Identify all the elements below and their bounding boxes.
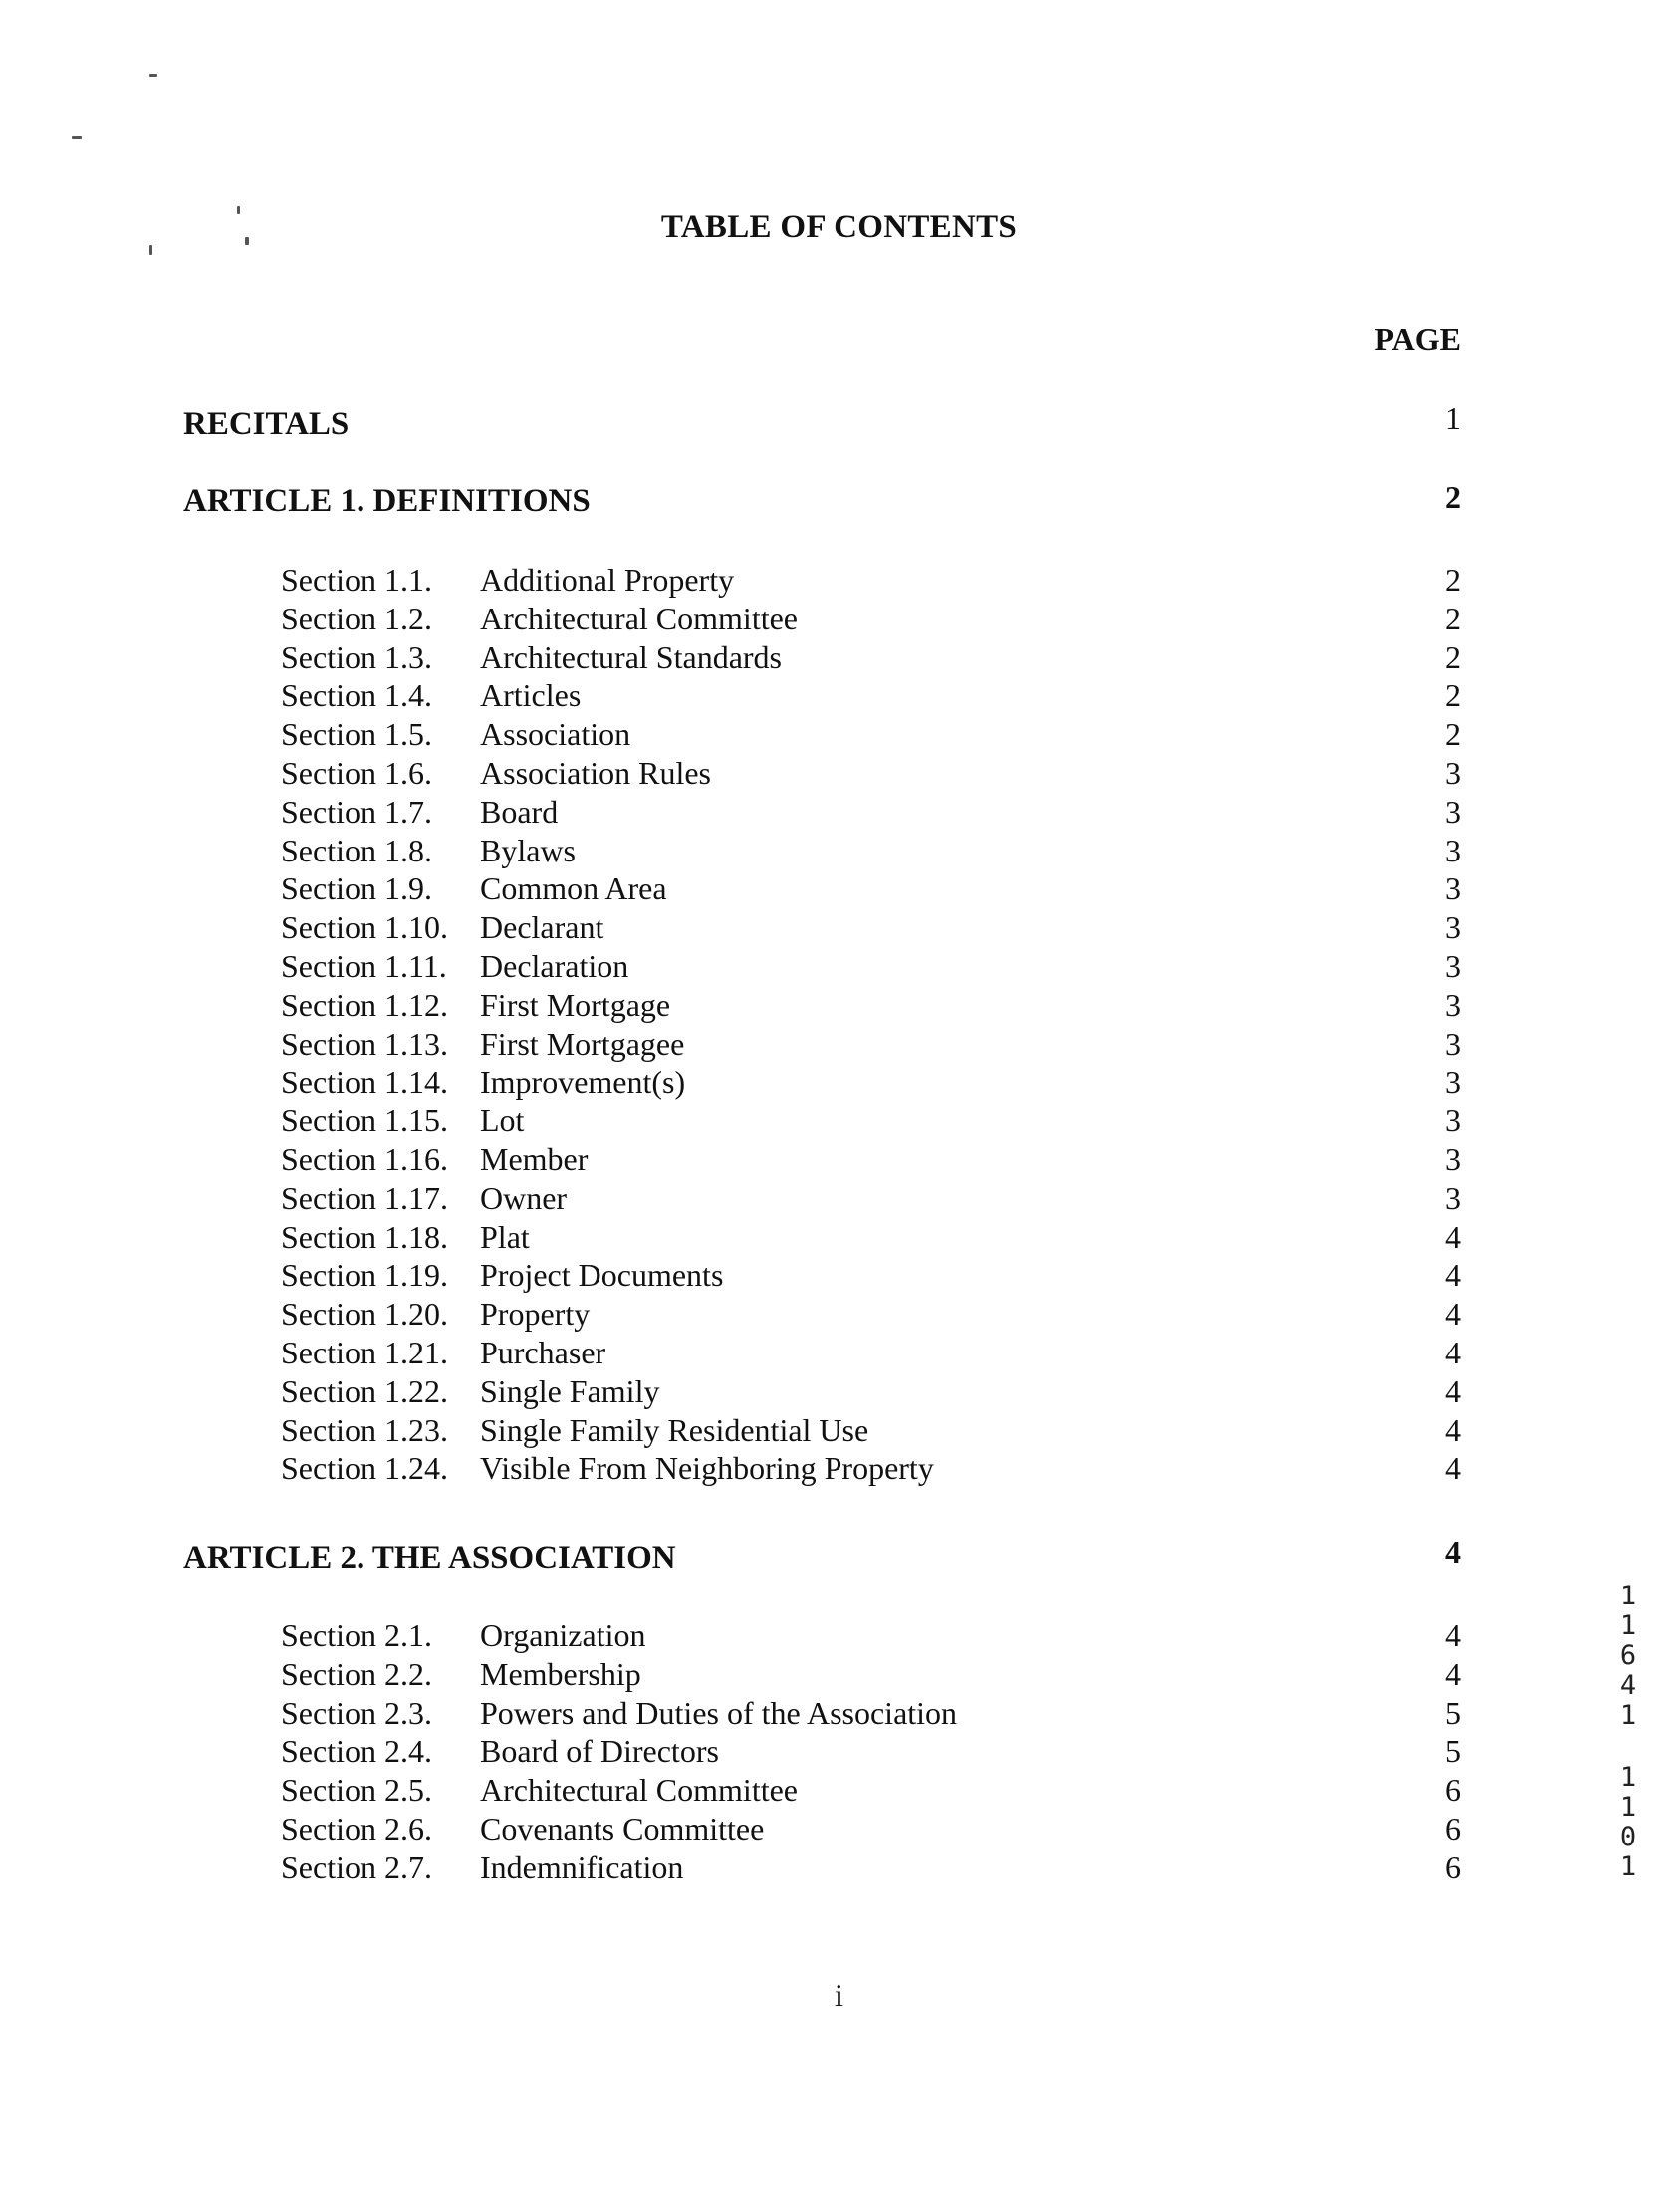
toc-row (0, 1218, 1678, 1257)
toc-row (0, 676, 1678, 715)
section-title: Member (480, 1140, 589, 1177)
stamp-digit: 0 (1619, 1822, 1637, 1852)
toc-row (0, 638, 1678, 677)
toc-row (0, 1616, 1678, 1655)
section-number: Section 1.8. (281, 832, 432, 868)
section-page: 3 (1445, 1140, 1461, 1177)
stamp-digit: 6 (1619, 1640, 1637, 1671)
section-page: 5 (1445, 1694, 1461, 1731)
section-page: 3 (1445, 1103, 1461, 1139)
section-title: Architectural Standards (480, 638, 782, 675)
article-page: 2 (1445, 479, 1461, 515)
section-number: Section 1.9. (281, 870, 432, 907)
section-title: Single Family (480, 1372, 660, 1409)
section-number: Section 1.11. (281, 947, 447, 984)
section-number: Section 1.24. (281, 1450, 448, 1487)
section-number: Section 1.22. (281, 1372, 448, 1409)
section-page: 4 (1445, 1372, 1461, 1409)
section-number: Section 1.19. (281, 1257, 448, 1294)
section-page: 4 (1445, 1296, 1461, 1333)
toc-row (0, 1025, 1678, 1064)
section-number: Section 1.1. (281, 562, 432, 598)
section-title: Purchaser (480, 1334, 606, 1370)
toc-row (0, 1848, 1678, 1887)
toc-row (0, 754, 1678, 793)
section-title: Articles (480, 677, 582, 714)
section-number: Section 1.20. (281, 1296, 448, 1333)
section-number: Section 2.6. (281, 1810, 432, 1846)
stamp-digit: 1 (1619, 1700, 1637, 1731)
stamp-digit: 1 (1619, 1762, 1637, 1793)
toc-row (0, 561, 1678, 600)
section-title: Improvement(s) (480, 1064, 686, 1101)
section-page: 2 (1445, 600, 1461, 636)
section-page: 6 (1445, 1848, 1461, 1885)
section-number: Section 1.7. (281, 793, 432, 830)
recitals-page: 1 (1445, 400, 1461, 436)
section-page: 4 (1445, 1218, 1461, 1255)
section-page: 6 (1445, 1810, 1461, 1846)
stamp-digit: 1 (1619, 1792, 1637, 1823)
section-number: Section 1.4. (281, 677, 432, 714)
section-page: 2 (1445, 677, 1461, 714)
section-number: Section 1.17. (281, 1179, 448, 1216)
section-page: 3 (1445, 909, 1461, 946)
toc-row (0, 1063, 1678, 1102)
section-number: Section 1.3. (281, 638, 432, 675)
section-title: Covenants Committee (480, 1810, 765, 1846)
section-page: 2 (1445, 638, 1461, 675)
toc-row (0, 1140, 1678, 1179)
section-page: 4 (1445, 1617, 1461, 1653)
toc-row (0, 908, 1678, 947)
section-number: Section 2.4. (281, 1733, 432, 1770)
stamp-digit: 1 (1619, 1581, 1637, 1611)
toc-row (0, 1771, 1678, 1810)
section-title: Visible From Neighboring Property (480, 1450, 934, 1487)
recitals-label: RECITALS (183, 406, 350, 442)
section-number: Section 1.16. (281, 1140, 448, 1177)
section-title: Association Rules (480, 754, 711, 791)
section-page: 4 (1445, 1411, 1461, 1448)
section-page: 3 (1445, 1025, 1461, 1062)
section-page: 3 (1445, 754, 1461, 791)
section-page: 3 (1445, 986, 1461, 1023)
toc-row (0, 1449, 1678, 1488)
section-number: Section 2.3. (281, 1694, 432, 1731)
toc-row (0, 832, 1678, 870)
section-title: Architectural Committee (480, 1772, 798, 1809)
toc-row (0, 947, 1678, 986)
section-number: Section 1.21. (281, 1334, 448, 1370)
toc-row (0, 1411, 1678, 1450)
section-number: Section 2.2. (281, 1655, 432, 1692)
scan-speck (149, 74, 157, 77)
section-number: Section 1.12. (281, 986, 448, 1023)
section-number: Section 2.1. (281, 1617, 432, 1653)
section-number: Section 1.10. (281, 909, 448, 946)
toc-row (0, 986, 1678, 1025)
section-number: Section 1.23. (281, 1411, 448, 1448)
section-title: Additional Property (480, 562, 735, 598)
section-title: Lot (480, 1103, 525, 1139)
toc-row (0, 1295, 1678, 1334)
section-title: Indemnification (480, 1848, 684, 1885)
section-page: 2 (1445, 562, 1461, 598)
toc-row (0, 1732, 1678, 1771)
section-page: 3 (1445, 1179, 1461, 1216)
section-title: Bylaws (480, 832, 576, 868)
section-title: Property (480, 1296, 591, 1333)
toc-row (0, 1256, 1678, 1295)
toc-row (0, 1810, 1678, 1848)
toc-row (0, 715, 1678, 754)
toc-row (0, 1372, 1678, 1411)
section-title: Plat (480, 1218, 530, 1255)
article-2-sections (0, 1616, 1678, 1887)
article-label: ARTICLE 1. DEFINITIONS (183, 483, 591, 519)
section-title: Architectural Committee (480, 600, 798, 636)
section-page: 5 (1445, 1733, 1461, 1770)
section-title: Organization (480, 1617, 646, 1653)
section-title: Owner (480, 1179, 568, 1216)
toc-row (0, 1334, 1678, 1372)
scan-speck (72, 136, 82, 139)
page-title: TABLE OF CONTENTS (660, 209, 1018, 245)
page-folio: i (835, 1977, 843, 2013)
section-title: First Mortgage (480, 986, 671, 1023)
section-page: 3 (1445, 947, 1461, 984)
stamp-digit: 1 (1619, 1851, 1637, 1882)
section-title: Board (480, 793, 559, 830)
section-page: 6 (1445, 1772, 1461, 1809)
section-title: First Mortgagee (480, 1025, 685, 1062)
article-1-sections (0, 561, 1678, 1488)
section-number: Section 1.15. (281, 1103, 448, 1139)
toc-row (0, 1179, 1678, 1218)
stamp-digit: 4 (1619, 1670, 1637, 1701)
section-page: 3 (1445, 832, 1461, 868)
margin-stamp (1618, 1582, 1638, 1882)
section-number: Section 1.18. (281, 1218, 448, 1255)
section-title: Single Family Residential Use (480, 1411, 869, 1448)
toc-row (0, 1694, 1678, 1733)
section-title: Declaration (480, 947, 629, 984)
section-page: 4 (1445, 1655, 1461, 1692)
toc-row (0, 869, 1678, 908)
section-number: Section 1.5. (281, 716, 432, 753)
section-title: Project Documents (480, 1257, 724, 1294)
stamp-digit: 1 (1619, 1610, 1637, 1641)
section-number: Section 1.2. (281, 600, 432, 636)
article-page: 4 (1445, 1534, 1461, 1570)
toc-row (0, 793, 1678, 832)
section-page: 3 (1445, 793, 1461, 830)
section-title: Declarant (480, 909, 604, 946)
section-title: Powers and Duties of the Association (480, 1694, 958, 1731)
section-page: 4 (1445, 1257, 1461, 1294)
section-number: Section 1.13. (281, 1025, 448, 1062)
section-number: Section 1.14. (281, 1064, 448, 1101)
section-number: Section 2.7. (281, 1848, 432, 1885)
section-page: 3 (1445, 870, 1461, 907)
section-number: Section 1.6. (281, 754, 432, 791)
scan-speck (149, 245, 152, 255)
toc-row (0, 1655, 1678, 1694)
section-page: 4 (1445, 1334, 1461, 1370)
toc-row (0, 600, 1678, 638)
section-page: 3 (1445, 1064, 1461, 1101)
page-column-header: PAGE (1374, 321, 1461, 357)
article-label: ARTICLE 2. THE ASSOCIATION (183, 1540, 676, 1576)
section-title: Board of Directors (480, 1733, 719, 1770)
toc-row (0, 1102, 1678, 1140)
section-page: 2 (1445, 716, 1461, 753)
section-title: Common Area (480, 870, 667, 907)
section-title: Association (480, 716, 631, 753)
section-page: 4 (1445, 1450, 1461, 1487)
section-number: Section 2.5. (281, 1772, 432, 1809)
section-title: Membership (480, 1655, 641, 1692)
